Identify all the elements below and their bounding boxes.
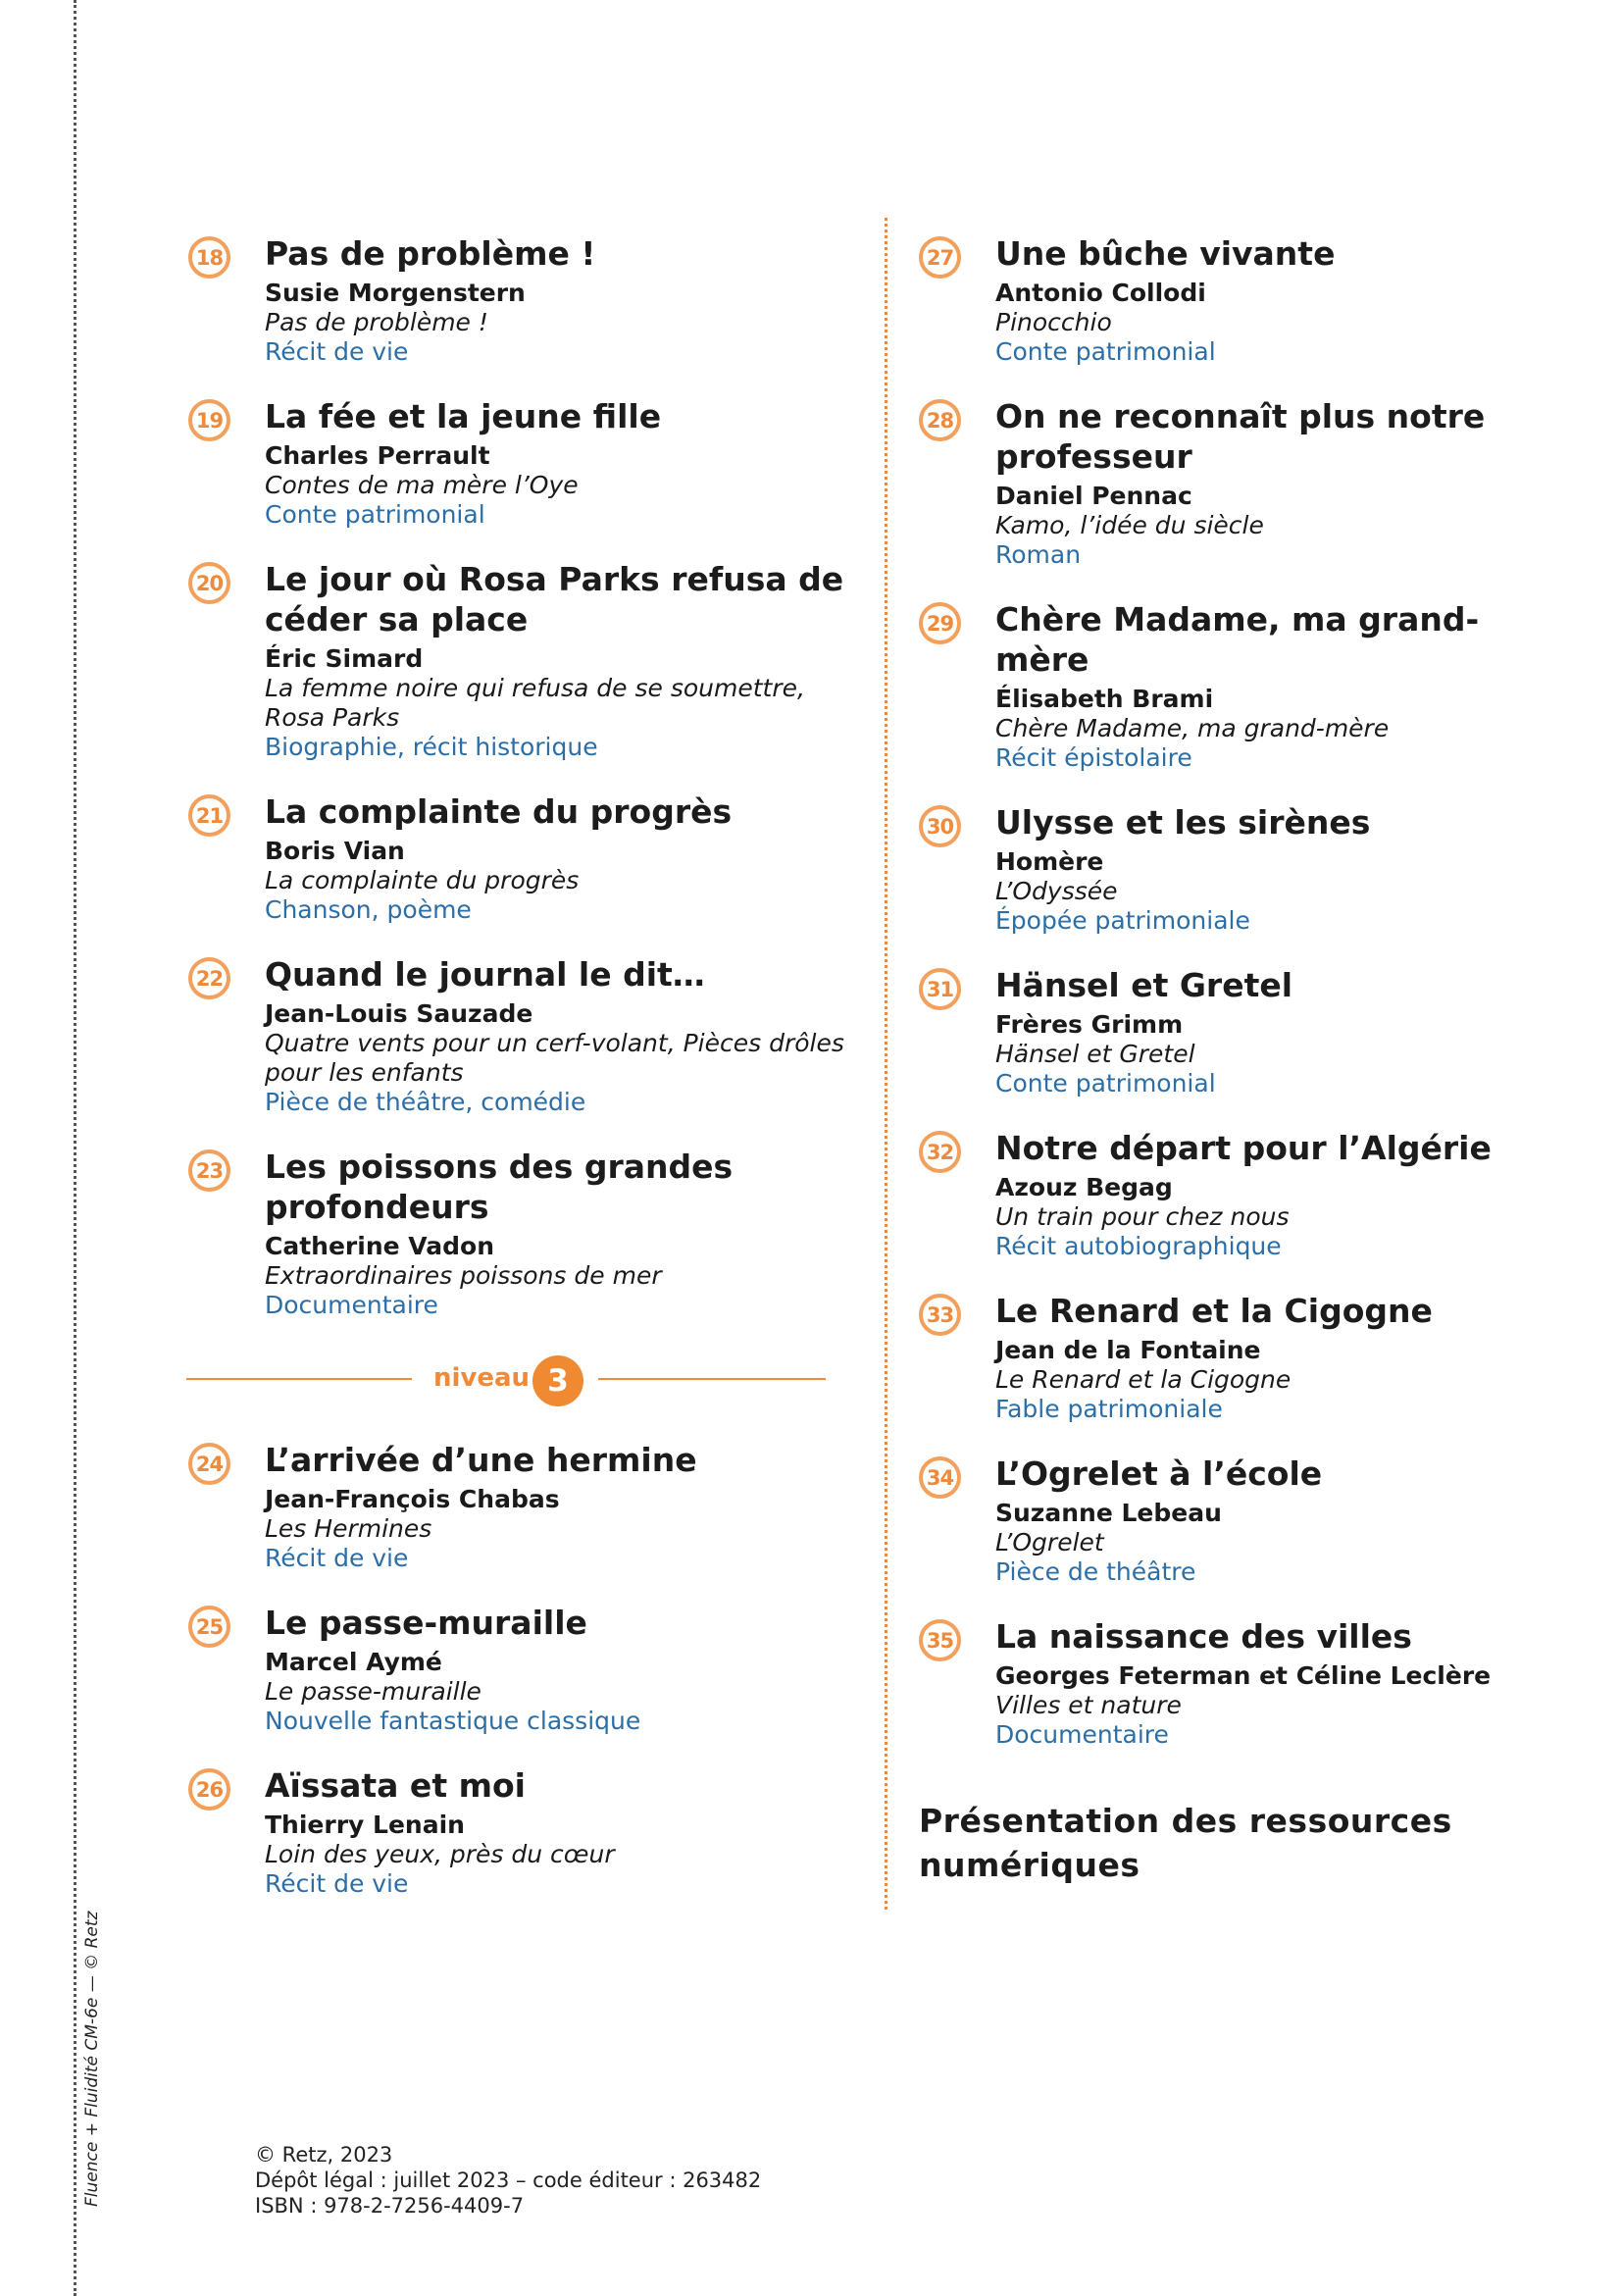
entry-work: Le Renard et la Cigogne bbox=[995, 1365, 1292, 1394]
toc-entry[interactable] bbox=[919, 396, 1546, 570]
toc-entry[interactable] bbox=[919, 802, 1546, 936]
entry-title: Les poissons des grandes profondeurs bbox=[265, 1148, 734, 1226]
toc-entry[interactable] bbox=[919, 1616, 1546, 1750]
toc-entry[interactable] bbox=[188, 233, 855, 367]
entry-genre: Conte patrimonial bbox=[995, 337, 1216, 366]
entry-title: La naissance des villes bbox=[995, 1617, 1412, 1656]
entry-author: Boris Vian bbox=[265, 837, 405, 865]
entry-genre: Nouvelle fantastique classique bbox=[265, 1707, 641, 1735]
entry-genre: Chanson, poème bbox=[265, 895, 472, 924]
entry-author: Georges Feterman et Céline Leclère bbox=[995, 1661, 1492, 1690]
entry-number-badge: 20 bbox=[188, 562, 230, 604]
toc-entry[interactable] bbox=[919, 1291, 1546, 1424]
entry-work: La femme noire qui refusa de se soumettre, Rosa Parks bbox=[265, 674, 805, 732]
entry-title: Ulysse et les sirènes bbox=[995, 803, 1371, 842]
toc-entry[interactable] bbox=[919, 965, 1546, 1098]
entry-number-badge: 19 bbox=[188, 399, 230, 441]
entry-number-badge: 24 bbox=[188, 1443, 230, 1485]
toc-entry[interactable] bbox=[188, 791, 855, 925]
entry-title: Notre départ pour l’Algérie bbox=[995, 1129, 1492, 1167]
entries-list bbox=[919, 233, 1546, 1750]
entry-number-badge: 26 bbox=[188, 1768, 230, 1811]
toc-entry[interactable] bbox=[188, 1603, 855, 1736]
entry-author: Homère bbox=[995, 847, 1104, 876]
entry-title: Chère Madame, ma grand-mère bbox=[995, 600, 1480, 679]
entry-author: Catherine Vadon bbox=[265, 1232, 494, 1260]
imprint-isbn: ISBN : 978-2-7256-4409-7 bbox=[255, 2194, 525, 2218]
entry-number-badge: 23 bbox=[188, 1149, 230, 1192]
imprint bbox=[255, 2142, 761, 2219]
entry-number-badge: 35 bbox=[919, 1619, 961, 1661]
entry-number-badge: 31 bbox=[919, 968, 961, 1010]
entry-author: Antonio Collodi bbox=[995, 279, 1206, 307]
imprint-copyright: © Retz, 2023 bbox=[255, 2143, 393, 2167]
entry-genre: Épopée patrimoniale bbox=[995, 906, 1250, 935]
side-credit: Fluence + Fluidité CM-6e — © Retz bbox=[82, 1911, 102, 2207]
entry-author: Éric Simard bbox=[265, 644, 424, 673]
imprint-legal-deposit: Dépôt légal : juillet 2023 – code éditeur : 263482 bbox=[255, 2168, 762, 2192]
entry-work: Extraordinaires poissons de mer bbox=[265, 1261, 662, 1290]
entry-work: La complainte du progrès bbox=[265, 866, 580, 894]
entry-number-badge: 21 bbox=[188, 794, 230, 837]
entries-list bbox=[188, 233, 855, 1320]
entry-genre: Pièce de théâtre, comédie bbox=[265, 1088, 586, 1116]
dotted-margin-rule bbox=[74, 0, 76, 2296]
column-divider bbox=[885, 218, 887, 1910]
toc-entry[interactable] bbox=[919, 1454, 1546, 1587]
entry-genre: Roman bbox=[995, 540, 1082, 569]
entry-work: Hänsel et Gretel bbox=[995, 1040, 1195, 1068]
entry-title: Le jour où Rosa Parks refusa de céder sa place bbox=[265, 560, 844, 638]
toc-entry[interactable] bbox=[188, 1147, 855, 1320]
entry-author: Marcel Aymé bbox=[265, 1648, 442, 1676]
entry-author: Daniel Pennac bbox=[995, 482, 1192, 510]
entry-genre: Récit de vie bbox=[265, 1869, 409, 1898]
entry-genre: Pièce de théâtre bbox=[995, 1557, 1196, 1586]
entry-number-badge: 27 bbox=[919, 236, 961, 279]
entry-number-badge: 34 bbox=[919, 1456, 961, 1499]
entry-title: L’arrivée d’une hermine bbox=[265, 1441, 697, 1479]
toc-entry[interactable] bbox=[188, 396, 855, 530]
entry-genre: Récit de vie bbox=[265, 337, 409, 366]
entry-work: Kamo, l’idée du siècle bbox=[995, 511, 1264, 539]
entry-author: Susie Morgenstern bbox=[265, 279, 526, 307]
entry-number-badge: 33 bbox=[919, 1294, 961, 1336]
entry-genre: Documentaire bbox=[265, 1291, 438, 1319]
entry-genre: Récit autobiographique bbox=[995, 1232, 1282, 1260]
entry-work: Loin des yeux, près du cœur bbox=[265, 1840, 615, 1868]
toc-entry[interactable] bbox=[919, 1128, 1546, 1261]
entry-work: Contes de ma mère l’Oye bbox=[265, 471, 579, 499]
entry-genre: Biographie, récit historique bbox=[265, 733, 598, 761]
entry-title: Une bûche vivante bbox=[995, 234, 1336, 273]
entry-title: On ne reconnaît plus notre professeur bbox=[995, 397, 1486, 476]
entry-work: Villes et nature bbox=[995, 1691, 1182, 1719]
left-column bbox=[188, 233, 855, 1928]
entry-number-badge: 18 bbox=[188, 236, 230, 279]
level-line-left bbox=[186, 1378, 412, 1380]
entry-genre: Documentaire bbox=[995, 1720, 1169, 1749]
entry-number-badge: 30 bbox=[919, 805, 961, 847]
entry-author: Jean de la Fontaine bbox=[995, 1336, 1261, 1364]
entries-list bbox=[188, 1440, 855, 1899]
entry-genre: Conte patrimonial bbox=[995, 1069, 1216, 1097]
entry-author: Frères Grimm bbox=[995, 1010, 1184, 1039]
level-number-badge: 3 bbox=[532, 1355, 583, 1406]
toc-entry[interactable] bbox=[919, 233, 1546, 367]
entry-title: Le passe-muraille bbox=[265, 1604, 587, 1642]
entry-number-badge: 22 bbox=[188, 957, 230, 999]
entry-work: L’Odyssée bbox=[995, 877, 1118, 905]
entry-title: La complainte du progrès bbox=[265, 792, 733, 831]
toc-entry[interactable] bbox=[188, 954, 855, 1117]
entry-title: Pas de problème ! bbox=[265, 234, 596, 273]
entry-author: Suzanne Lebeau bbox=[995, 1499, 1222, 1527]
entry-number-badge: 32 bbox=[919, 1131, 961, 1173]
toc-entry[interactable] bbox=[188, 559, 855, 762]
entry-title: L’Ogrelet à l’école bbox=[995, 1454, 1323, 1493]
entry-genre: Conte patrimonial bbox=[265, 500, 485, 529]
entry-author: Azouz Begag bbox=[995, 1173, 1173, 1201]
entry-work: L’Ogrelet bbox=[995, 1528, 1104, 1556]
entry-title: Quand le journal le dit… bbox=[265, 955, 705, 994]
entry-author: Jean-Louis Sauzade bbox=[265, 999, 533, 1028]
entry-title: La fée et la jeune fille bbox=[265, 397, 662, 435]
entry-genre: Récit de vie bbox=[265, 1544, 409, 1572]
level-line-right bbox=[598, 1378, 826, 1380]
entry-work: Un train pour chez nous bbox=[995, 1202, 1290, 1231]
entry-work: Quatre vents pour un cerf-volant, Pièces drôles pour les enfants bbox=[265, 1029, 844, 1087]
toc-entry[interactable] bbox=[188, 1440, 855, 1573]
entry-work: Chère Madame, ma grand-mère bbox=[995, 714, 1390, 742]
entry-title: Le Renard et la Cigogne bbox=[995, 1292, 1433, 1330]
entry-number-badge: 29 bbox=[919, 602, 961, 644]
entry-work: Pas de problème ! bbox=[265, 308, 488, 336]
entry-number-badge: 28 bbox=[919, 399, 961, 441]
entry-work: Pinocchio bbox=[995, 308, 1112, 336]
entry-author: Thierry Lenain bbox=[265, 1811, 465, 1839]
entry-author: Charles Perrault bbox=[265, 441, 490, 470]
entry-work: Les Hermines bbox=[265, 1514, 432, 1543]
entry-genre: Récit épistolaire bbox=[995, 743, 1192, 772]
entry-title: Hänsel et Gretel bbox=[995, 966, 1293, 1004]
level-separator bbox=[186, 1350, 855, 1408]
entry-author: Jean-François Chabas bbox=[265, 1485, 560, 1513]
entry-title: Aïssata et moi bbox=[265, 1766, 526, 1805]
right-column bbox=[919, 233, 1546, 1887]
toc-entry[interactable] bbox=[919, 599, 1546, 773]
entry-author: Élisabeth Brami bbox=[995, 685, 1214, 713]
entry-number-badge: 25 bbox=[188, 1606, 230, 1648]
resources-heading: Présentation des ressources numériques bbox=[919, 1802, 1452, 1884]
toc-entry[interactable] bbox=[188, 1765, 855, 1899]
entry-work: Le passe-muraille bbox=[265, 1677, 481, 1706]
level-label: niveau bbox=[433, 1363, 531, 1393]
entry-genre: Fable patrimoniale bbox=[995, 1395, 1223, 1423]
